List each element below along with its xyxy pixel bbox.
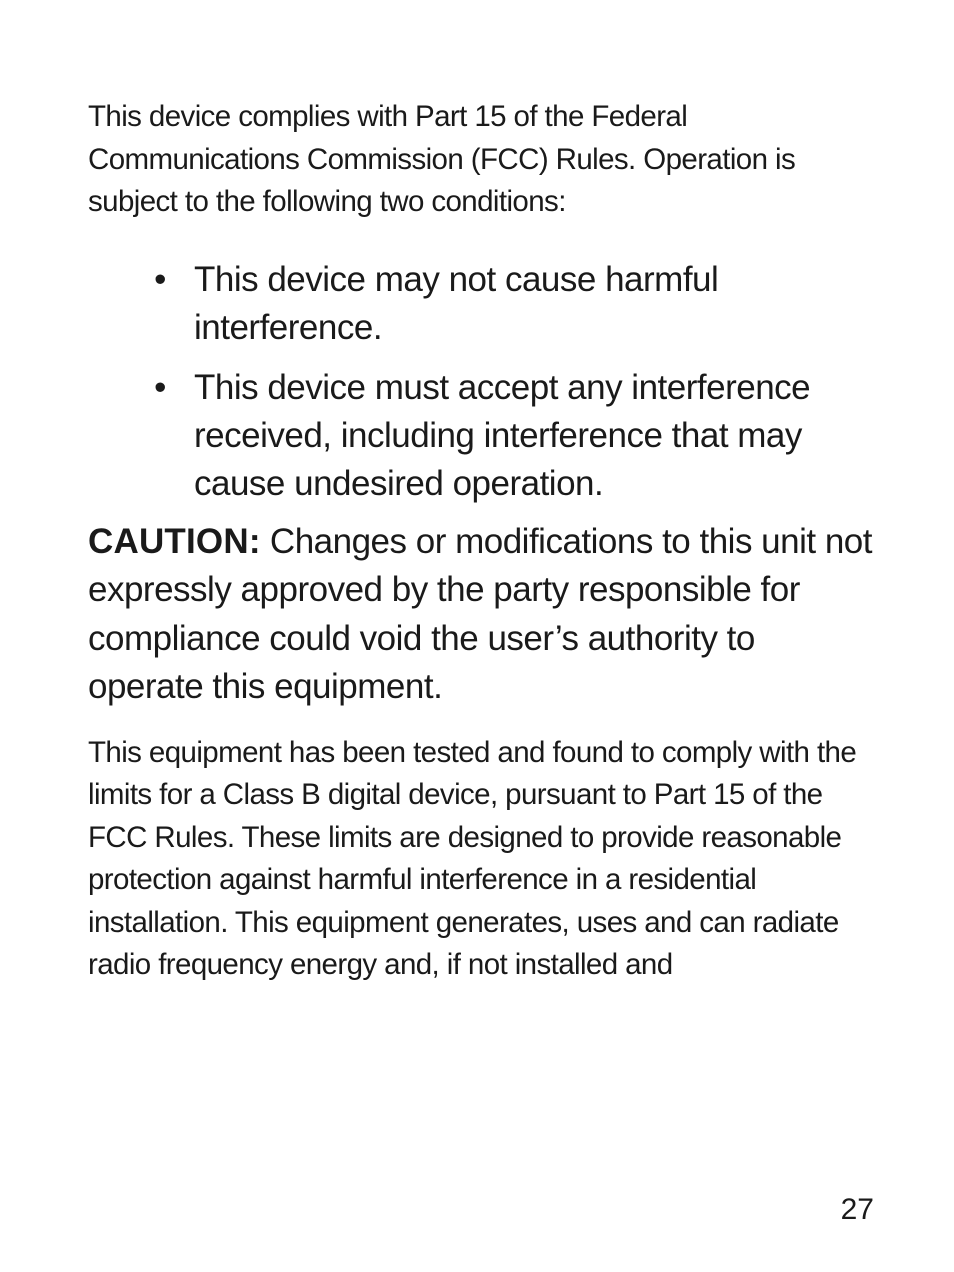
list-item [150,256,878,352]
document-page [88,96,878,987]
bullet-icon: • [154,259,166,299]
class-b-paragraph: This equipment has been tested and found to comply with the limits for a Class B digital device, pursuant to Part 15 of the FCC Rules. These limits are designed to provide reasonable protection against harmful interference in a residential installation. This equipment generates, uses and can radiate radio frequency energy and, if not installed and [88,735,857,981]
conditions-list [88,256,878,508]
bullet-icon: • [154,367,166,407]
caution-paragraph [88,518,878,712]
page-number: 27 [840,1193,874,1226]
caution-label: CAUTION: [88,521,261,561]
list-item [150,364,878,508]
condition-text: This device must accept any interference received, including interference that may cause undesired operation. [194,367,811,503]
fcc-intro-paragraph: This device complies with Part 15 of the Federal Communications Commission (FCC) Rules. Operation is subject to the following two conditions: [88,100,796,218]
condition-text: This device may not cause harmful interference. [194,259,719,347]
caution-text: Changes or modifications to this unit not expressly approved by the party responsible for compliance could void the user’s authority to operate this equipment. [88,521,872,706]
